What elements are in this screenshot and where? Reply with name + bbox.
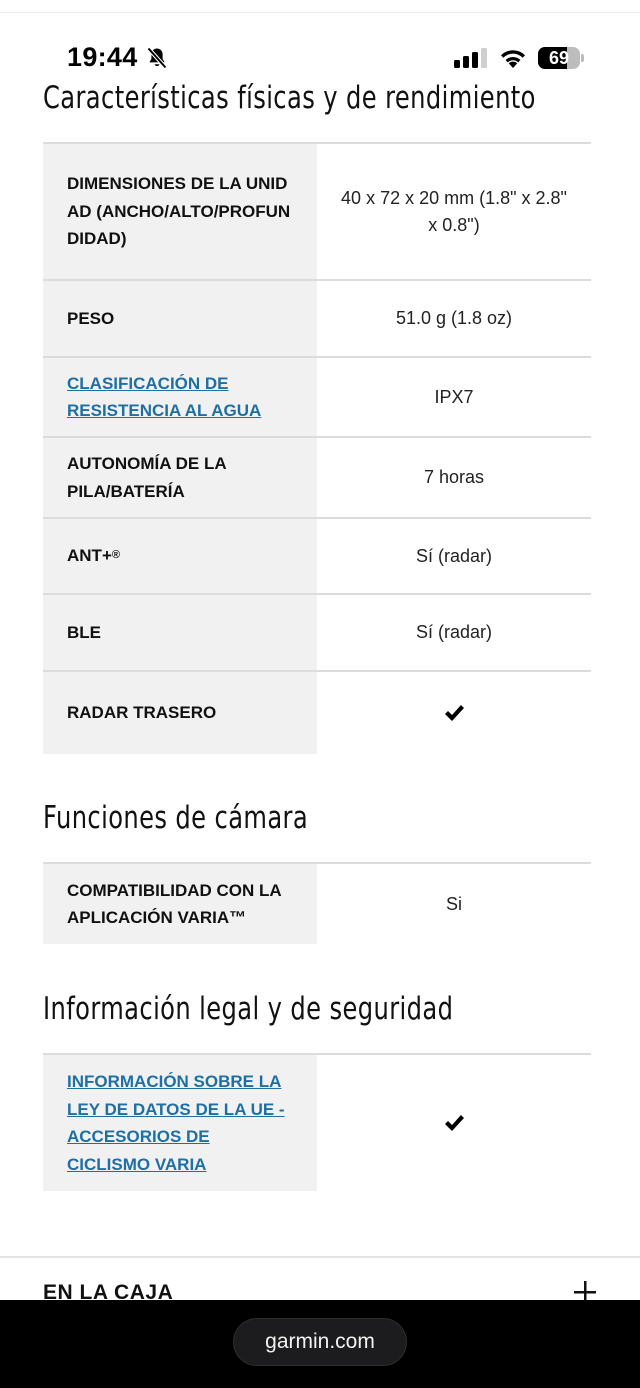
cellular-signal-icon bbox=[454, 48, 488, 68]
registered-mark: ® bbox=[111, 549, 120, 562]
spec-table-legal bbox=[43, 1053, 591, 1191]
spec-key: PESO bbox=[43, 281, 317, 356]
spec-key-label: DIMENSIONES DE LA UNIDAD (ANCHO/ALTO/PROFUNDIDAD) bbox=[67, 174, 291, 249]
spec-table-physical bbox=[43, 142, 591, 754]
spec-value: Sí (radar) bbox=[415, 622, 493, 642]
spec-value: IPX7 bbox=[434, 386, 474, 407]
check-icon bbox=[443, 703, 465, 723]
browser-bottom-bar bbox=[0, 1300, 640, 1388]
spec-value bbox=[317, 1055, 591, 1191]
spec-value: Si bbox=[445, 893, 462, 914]
spec-value: 51.0 g (1.8 oz) bbox=[395, 308, 513, 328]
top-divider bbox=[0, 12, 640, 13]
spec-key bbox=[43, 519, 317, 593]
wifi-icon bbox=[498, 46, 528, 70]
spec-key bbox=[43, 144, 317, 279]
spec-key: RADAR TRASERO bbox=[43, 672, 317, 754]
spec-row-water-rating bbox=[43, 358, 591, 438]
spec-row-battery-life bbox=[43, 438, 591, 519]
section-title-legal: Información legal y de seguridad bbox=[43, 991, 454, 1027]
status-time: 19:44 bbox=[67, 42, 138, 72]
spec-row-varia-app bbox=[43, 864, 591, 944]
spec-row-ble bbox=[43, 595, 591, 672]
spec-value bbox=[317, 672, 591, 754]
spec-key-label: ANT+ bbox=[67, 546, 112, 566]
spec-key: BLE bbox=[43, 595, 317, 670]
spec-row-weight bbox=[43, 281, 591, 358]
spec-table-camera bbox=[43, 862, 591, 944]
spec-row-dimensions bbox=[43, 144, 591, 281]
url-bar[interactable]: garmin.com bbox=[233, 1318, 407, 1366]
bell-slash-icon bbox=[145, 46, 169, 70]
eu-data-law-link[interactable]: INFORMACIÓN SOBRE LA LEY DE DATOS DE LA UE - ACCESORIOS DE CICLISMO VARIA bbox=[43, 1055, 317, 1191]
accordion-label: EN LA CAJA bbox=[43, 1281, 174, 1300]
section-title-camera: Funciones de cámara bbox=[43, 800, 309, 836]
spec-key: COMPATIBILIDAD CON LA APLICACIÓN VARIA™ bbox=[43, 864, 317, 944]
accordion-in-the-box[interactable] bbox=[0, 1258, 640, 1300]
section-title-physical: Características físicas y de rendimiento bbox=[43, 80, 536, 116]
spec-row-rear-radar bbox=[43, 672, 591, 754]
spec-row-eu-data-law bbox=[43, 1055, 591, 1191]
battery-percent: 69 bbox=[548, 48, 570, 68]
spec-key: AUTONOMÍA DE LA PILA/BATERÍA bbox=[43, 438, 317, 517]
battery-icon bbox=[538, 47, 584, 69]
plus-icon[interactable] bbox=[573, 1280, 597, 1300]
spec-value: 7 horas bbox=[423, 467, 485, 487]
spec-value: Sí (radar) bbox=[415, 545, 493, 566]
spec-value: 40 x 72 x 20 mm (1.8" x 2.8" x 0.8") bbox=[341, 187, 567, 235]
water-rating-link[interactable]: CLASIFICACIÓN DE RESISTENCIA AL AGUA bbox=[43, 358, 317, 436]
status-bar bbox=[0, 38, 640, 82]
check-icon bbox=[443, 1113, 465, 1133]
spec-row-ant bbox=[43, 519, 591, 595]
